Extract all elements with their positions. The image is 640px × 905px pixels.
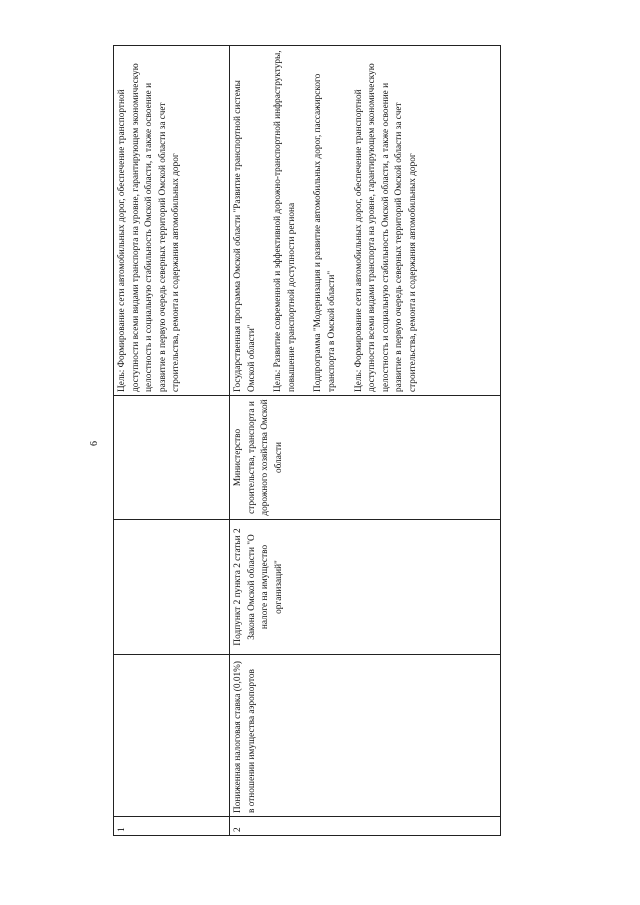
row-number: 2: [230, 817, 501, 836]
rotated-table-wrapper: [113, 45, 500, 836]
document-sheet: [113, 45, 500, 836]
program-title: Государственная программа Омской области "Развитие транспортной системы Омской области": [233, 80, 257, 392]
benefit-name-cell: [114, 655, 230, 817]
page-number: 6: [89, 441, 100, 446]
tax-benefits-table: [113, 45, 501, 836]
subprogram-title: Подпрограмма "Модернизация и развитие автомобильных дорог, пассажирского транспорта в Омской области": [313, 73, 337, 392]
row-number: 1: [114, 817, 230, 836]
subprogram-goal: Цель: Формирование сети автомобильных дорог, обеспечение транспортной доступности всеми видами транспорта на уровне, гарантирующем экономическую целостность и социальную стабильность Омской области, а также освоение и развитие в первую очередь северных территорий Омской области за счет строительства, ремонта и содержания автомобильных дорог: [353, 63, 418, 392]
ministry-cell: [114, 396, 230, 520]
legal-basis-cell: [230, 520, 501, 655]
ministry-cell: Министерство строительства, транспорта и дорожного хозяйства Омской области: [230, 396, 501, 520]
benefit-name-cell: Пониженная налоговая ставка (0,01%) в отношении имущества аэропортов: [230, 655, 501, 817]
goal-cell: [114, 46, 230, 396]
program-goal: Цель: Развитие современной и эффективной дорожно-транспортной инфраструктуры, повышение транспортной доступности региона: [273, 50, 297, 392]
legal-basis-text: Подпункт 2 пункта 2 статьи 2 Закона Омской области "О налоге на имущество организаций": [233, 528, 284, 646]
goal-text: Цель: Формирование сети автомобильных дорог, обеспечение транспортной доступности всеми видами транспорта на уровне, гарантирующем экономическую целостность и социальную стабильность Омской области, а также освоение и развитие в первую очередь северных территорий Омской области за счет строительства, ремонта и содержания автомобильных дорог: [117, 63, 182, 392]
legal-basis-cell: [114, 520, 230, 655]
table-row: [230, 46, 501, 836]
table-row: [114, 46, 230, 836]
program-cell: [230, 46, 501, 396]
